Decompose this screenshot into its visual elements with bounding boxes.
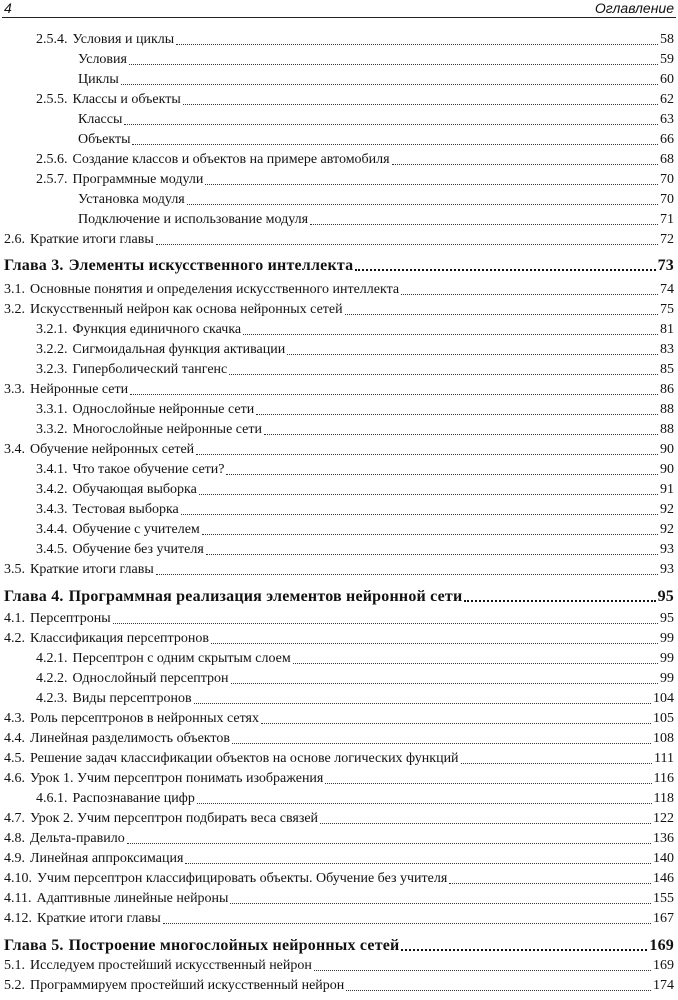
dot-leader [132,144,658,145]
dot-leader [205,184,658,185]
dot-leader [287,354,658,355]
toc-entry-title: Условия и циклы [72,32,175,47]
toc-entry-page: 88 [660,402,674,417]
toc-entry-title: Распознавание цифр [72,791,195,806]
toc-entry-page: 155 [653,891,674,906]
toc-entry-page: 74 [660,282,674,297]
dot-leader [156,244,658,245]
toc-entry-number: 3.3.2. [36,422,68,437]
toc-entry-number: 3.4.3. [36,502,68,517]
toc-entry-number: 2.5.6. [36,152,68,167]
toc-entry-number: 3.4.2. [36,482,68,497]
toc-entry-number: 3.3. [4,382,25,397]
toc-entry[interactable] [36,420,674,440]
dot-leader [401,949,647,951]
toc-entry-title: Подключение и использование модуля [78,212,309,227]
toc-entry-title: Виды персептронов [72,691,192,706]
toc-entry-page: 99 [660,631,674,646]
toc-entry[interactable] [36,520,674,540]
toc-entry[interactable] [4,609,674,629]
toc-entry[interactable] [36,540,674,560]
toc-entry-title: Обучающая выборка [72,482,197,497]
toc-entry-title: Однослойный персептрон [72,671,229,686]
toc-entry[interactable] [36,360,674,380]
toc-entry-title: Тестовая выборка [72,502,179,517]
toc-entry-title: Обучение с учителем [72,522,200,537]
toc-entry[interactable] [78,50,674,70]
toc-entry[interactable] [78,130,674,150]
toc-entry[interactable] [4,829,674,849]
toc-entry-page: 136 [653,831,674,846]
dot-leader [464,600,655,602]
dot-leader [202,534,658,535]
toc-entry[interactable] [36,340,674,360]
toc-entry[interactable] [4,280,674,300]
dot-leader [183,104,658,105]
toc-entry[interactable] [4,729,674,749]
dot-leader [130,394,658,395]
toc-entry-page: 99 [660,651,674,666]
toc-entry-number: 4.8. [4,831,25,846]
dot-leader [185,863,651,864]
toc-entry-number: 4.5. [4,751,25,766]
toc-entry-title: Обучение нейронных сетей [30,442,195,457]
toc-entry-number: Глава 5. [4,937,64,954]
toc-entry-title: Гиперболический тангенс [72,362,228,377]
toc-entry[interactable] [36,480,674,500]
toc-entry-title: Построение многослойных нейронных сетей [68,937,400,954]
toc-entry-page: 92 [660,502,674,517]
toc-entry-title: Классификация персептронов [30,631,209,646]
toc-entry-page: 92 [660,522,674,537]
toc-entry-number: 3.2.3. [36,362,68,377]
toc-entry-title: Создание классов и объектов на примере автомобиля [72,152,390,167]
toc-entry-page: 95 [657,588,674,605]
dot-leader [320,823,651,824]
toc-entry-page: 104 [653,691,674,706]
toc-entry-number: 2.5.4. [36,32,68,47]
toc-entry-page: 140 [653,851,674,866]
toc-entry-title: Искусственный нейрон как основа нейронных сетей [30,302,343,317]
toc-entry-page: 59 [660,52,674,67]
toc-entry-number: 4.12. [4,911,32,926]
toc-entry-page: 93 [660,562,674,577]
toc-entry-number: 4.2.1. [36,651,68,666]
toc-entry-number: 4.6. [4,771,25,786]
dot-leader [197,803,652,804]
toc-entry-page: 58 [660,32,674,47]
toc-entry[interactable] [4,300,674,320]
dot-leader [194,703,651,704]
toc-entry-number: 2.6. [4,232,25,247]
toc-entry-page: 122 [653,811,674,826]
toc-entry-title: Циклы [78,72,119,87]
toc-entry-page: 167 [653,911,674,926]
toc-entry-title: Однослойные нейронные сети [72,402,255,417]
toc-entry-page: 90 [660,462,674,477]
toc-entry[interactable] [4,909,674,929]
toc-entry-page: 70 [660,172,674,187]
dot-leader [181,514,658,515]
toc-entry-number: 4.10. [4,871,32,886]
toc-entry-number: 3.4.1. [36,462,68,477]
toc-entry-title: Многослойные нейронные сети [72,422,262,437]
dot-leader [314,970,651,971]
toc-entry-page: 83 [660,342,674,357]
dot-leader [121,84,658,85]
toc-entry[interactable] [4,629,674,649]
toc-chapter-heading[interactable] [4,936,674,956]
toc-entry-page: 60 [660,72,674,87]
dot-leader [310,224,658,225]
dot-leader [187,204,658,205]
toc-entry-title: Краткие итоги главы [30,562,154,577]
toc-chapter-heading[interactable] [4,256,674,276]
toc-entry-title: Элементы искусственного интеллекта [68,257,354,274]
toc-entry-number: 3.2.2. [36,342,68,357]
toc-entry-number: 3.4.5. [36,542,68,557]
dot-leader [196,454,658,455]
toc-entry-page: 93 [660,542,674,557]
toc-entry-number: 3.4. [4,442,25,457]
toc-entry-title: Решение задач классификации объектов на основе логических функций [30,751,459,766]
dot-leader [293,663,658,664]
toc-entry[interactable] [78,190,674,210]
toc-entry-number: 4.3. [4,711,25,726]
dot-leader [264,434,658,435]
dot-leader [156,574,658,575]
toc-entry-title: Линейная разделимость объектов [30,731,230,746]
toc-entry-title: Персептроны [30,611,111,626]
dot-leader [401,294,658,295]
toc-entry-page: 105 [653,711,674,726]
toc-entry-number: 3.2.1. [36,322,68,337]
toc-entry-title: Краткие итоги главы [37,911,161,926]
dot-leader [232,743,651,744]
toc-entry-page: 85 [660,362,674,377]
dot-leader [346,990,651,991]
toc-entry[interactable] [36,400,674,420]
toc-entry[interactable] [36,649,674,669]
toc-entry[interactable] [4,560,674,580]
dot-leader [199,494,658,495]
toc-entry[interactable] [36,170,674,190]
toc-entry-title: Сигмоидальная функция активации [72,342,286,357]
toc-entry-title: Установка модуля [78,192,185,207]
toc-entry[interactable] [36,689,674,709]
dot-leader [229,374,658,375]
toc-entry-page: 73 [657,257,674,274]
toc-entry-number: 3.3.1. [36,402,68,417]
toc-entry-page: 95 [660,611,674,626]
toc-entry-number: Глава 4. [4,588,64,605]
toc-entry[interactable] [4,230,674,250]
dot-leader [256,414,658,415]
toc-entry-page: 86 [660,382,674,397]
toc-entry[interactable] [78,70,674,90]
toc-entry-number: 3.5. [4,562,25,577]
toc-entry-number: 4.7. [4,811,25,826]
toc-entry[interactable] [4,889,674,909]
toc-entry[interactable] [4,976,674,996]
toc-entry-title: Линейная аппроксимация [30,851,184,866]
dot-leader [124,124,658,125]
toc-chapter-heading[interactable] [4,587,674,607]
toc-entry-page: 63 [660,112,674,127]
toc-entry-number: 3.1. [4,282,25,297]
toc-entry[interactable] [4,956,674,976]
toc-entry[interactable] [4,380,674,400]
toc-entry[interactable] [36,789,674,809]
toc-entry[interactable] [4,440,674,460]
toc-entry[interactable] [4,869,674,889]
toc-entry-page: 68 [660,152,674,167]
dot-leader [461,763,652,764]
toc-entry-page: 66 [660,132,674,147]
toc-entry-number: 2.5.7. [36,172,68,187]
toc-entry-number: 4.2.2. [36,671,68,686]
toc-entry-page: 75 [660,302,674,317]
toc-entry-number: 4.2. [4,631,25,646]
toc-entry-page: 111 [654,751,674,766]
toc-entry[interactable] [4,709,674,729]
toc-entry-title: Персептрон с одним скрытым слоем [72,651,291,666]
toc-entry-page: 146 [653,871,674,886]
toc-entry-title: Урок 2. Учим персептрон подбирать веса связей [30,811,319,826]
toc-entry[interactable] [36,500,674,520]
toc-entry-title: Адаптивные линейные нейроны [36,891,229,906]
toc-entry-title: Учим персептрон классифицировать объекты. Обучение без учителя [37,871,448,886]
dot-leader [261,723,651,724]
toc-entry-number: 4.4. [4,731,25,746]
toc-entry[interactable] [4,749,674,769]
toc-entry[interactable] [4,849,674,869]
toc-entry-number: Глава 3. [4,257,64,274]
toc-entry[interactable] [36,30,674,50]
dot-leader [176,44,658,45]
toc-entry-page: 169 [649,937,674,954]
toc-entry[interactable] [4,769,674,789]
dot-leader [127,843,651,844]
toc-entry-page: 118 [653,791,674,806]
toc-entry[interactable] [78,110,674,130]
toc-entry-title: Краткие итоги главы [30,232,154,247]
toc-entry-page: 81 [660,322,674,337]
dot-leader [230,903,651,904]
toc-entry-page: 90 [660,442,674,457]
page-number: 4 [4,0,12,16]
toc-entry-title: Что такое обучение сети? [72,462,225,477]
toc-entry-page: 108 [653,731,674,746]
dot-leader [113,623,658,624]
dot-leader [243,334,658,335]
dot-leader [211,643,658,644]
toc-entry[interactable] [36,669,674,689]
toc-entry-title: Функция единичного скачка [72,322,242,337]
toc-entry-page: 70 [660,192,674,207]
toc-entry[interactable] [36,460,674,480]
toc-entry-page: 71 [660,212,674,227]
toc-entry-number: 5.1. [4,958,25,973]
toc-entry-number: 4.6.1. [36,791,68,806]
toc-entry-number: 2.5.5. [36,92,68,107]
dot-leader [449,883,651,884]
toc-entry-title: Классы и объекты [72,92,181,107]
toc-entry-title: Объекты [78,132,131,147]
toc-entry-title: Урок 1. Учим персептрон понимать изображения [30,771,324,786]
toc-entry-number: 4.1. [4,611,25,626]
dot-leader [129,64,658,65]
toc-entry-page: 91 [660,482,674,497]
toc-entry[interactable] [78,210,674,230]
toc-entry-page: 62 [660,92,674,107]
toc-entry-title: Программные модули [72,172,204,187]
toc-entry-page: 72 [660,232,674,247]
dot-leader [226,474,658,475]
toc-entry-title: Исследуем простейший искусственный нейрон [30,958,312,973]
toc-entry[interactable] [4,809,674,829]
page-header [2,0,676,18]
dot-leader [231,683,658,684]
toc-entry-number: 4.9. [4,851,25,866]
toc-entry-title: Нейронные сети [30,382,129,397]
toc-entry-number: 4.11. [4,891,32,906]
toc-entry-number: 4.2.3. [36,691,68,706]
toc-entry-page: 99 [660,671,674,686]
dot-leader [163,923,651,924]
toc-entry-title: Условия [78,52,127,67]
dot-leader [355,269,655,271]
toc-entry-number: 5.2. [4,978,25,993]
dot-leader [345,314,658,315]
running-title: Оглавление [594,0,674,16]
toc-entry[interactable] [36,320,674,340]
dot-leader [206,554,658,555]
toc-entry-page: 88 [660,422,674,437]
toc-entry-title: Дельта-правило [30,831,125,846]
toc-entry-title: Классы [78,112,123,127]
dot-leader [325,783,651,784]
toc-entry-title: Программная реализация элементов нейронной сети [68,588,463,605]
toc-entry[interactable] [36,150,674,170]
toc-entry-title: Роль персептронов в нейронных сетях [30,711,259,726]
toc-entry[interactable] [36,90,674,110]
toc-entry-page: 174 [653,978,674,993]
toc-entry-title: Обучение без учителя [72,542,204,557]
toc-entry-title: Программируем простейший искусственный нейрон [30,978,345,993]
toc-entry-number: 3.4.4. [36,522,68,537]
toc-entry-page: 116 [653,771,674,786]
toc-entry-number: 3.2. [4,302,25,317]
toc-entry-page: 169 [653,958,674,973]
dot-leader [392,164,658,165]
toc-entry-title: Основные понятия и определения искусственного интеллекта [30,282,400,297]
